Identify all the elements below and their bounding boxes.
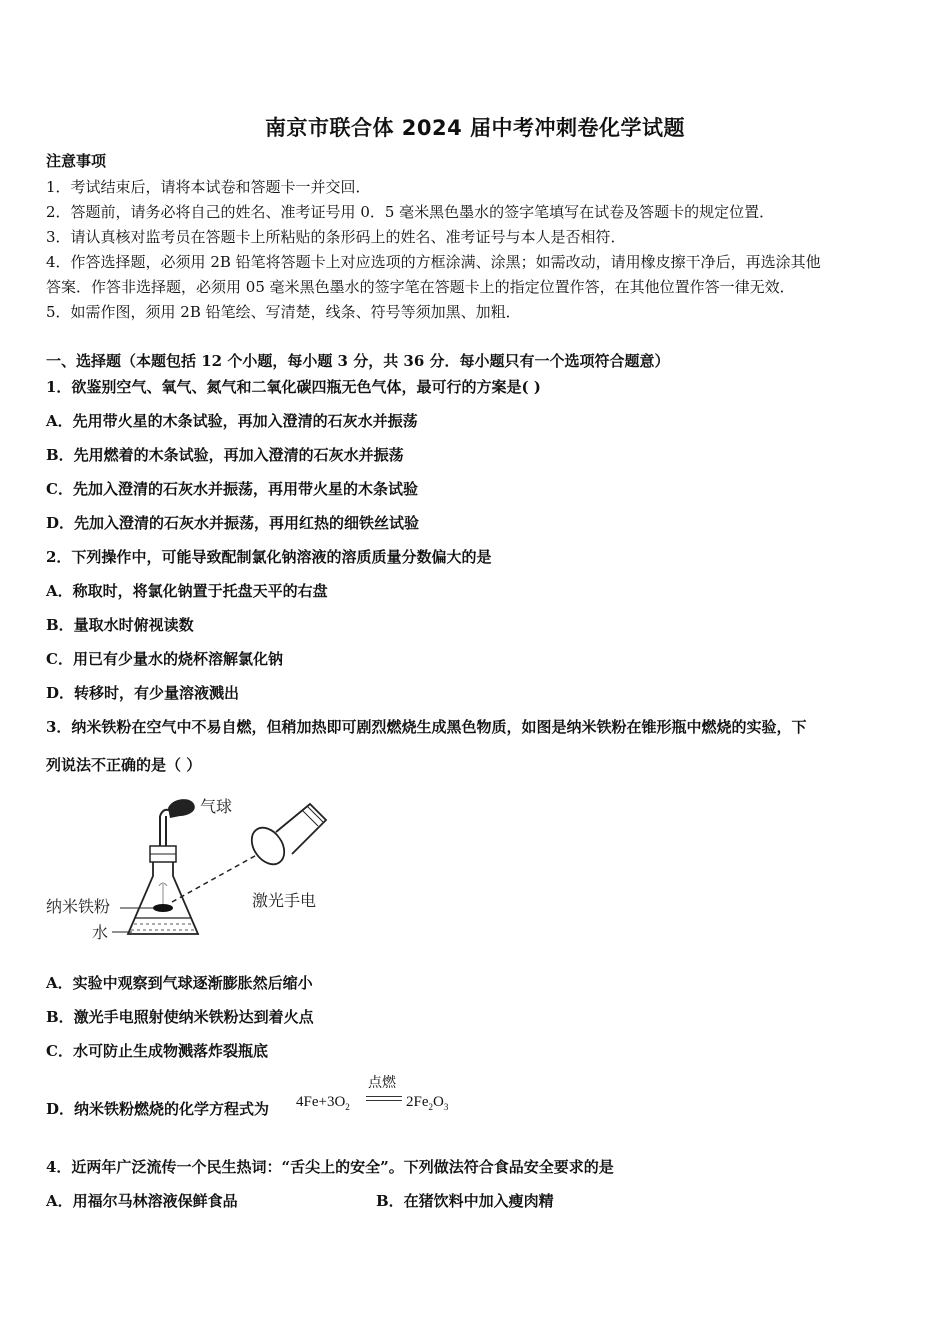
question-3-option-b: B．激光手电照射使纳米铁粉达到着火点 [46, 1008, 314, 1026]
question-2-stem: 2．下列操作中，可能导致配制氯化钠溶液的溶质质量分数偏大的是 [46, 548, 492, 566]
question-2-option-b: B．量取水时俯视读数 [46, 616, 194, 634]
balloon-shape [168, 799, 195, 818]
iron-powder [153, 904, 173, 912]
question-4-option-a: A．用福尔马林溶液保鲜食品 [46, 1192, 238, 1210]
question-2-option-a: A．称取时，将氯化钠置于托盘天平的右盘 [46, 582, 328, 600]
question-4-option-b: B．在猪饮料中加入瘦肉精 [376, 1192, 554, 1210]
page-title: 南京市联合体 2024 届中考冲刺卷化学试题 [264, 116, 686, 140]
section-heading: 一、选择题（本题包括 12 个小题，每小题 3 分，共 36 分．每小题只有一个选项符合题意） [46, 352, 670, 370]
notice-item: 答案．作答非选择题，必须用 05 毫米黑色墨水的签字笔在答题卡上的指定位置作答，在其他位置作答一律无效． [46, 278, 795, 296]
equation-reactants: $4Fe+3O_2$ [296, 1094, 350, 1112]
question-1-option-c: C．先加入澄清的石灰水并振荡，再用带火星的木条试验 [46, 480, 418, 498]
equation-condition: 点燃 [368, 1075, 396, 1091]
question-3-option-a: A．实验中观察到气球逐渐膨胀然后缩小 [46, 974, 313, 992]
question-3-option-d: D．纳米铁粉燃烧的化学方程式为 [46, 1100, 270, 1118]
question-3-stem-line2: 列说法不正确的是（ ） [46, 756, 202, 774]
notice-item: 1．考试结束后，请将本试卷和答题卡一并交回． [46, 178, 371, 196]
question-2-option-d: D．转移时，有少量溶液溅出 [46, 684, 240, 702]
notice-heading: 注意事项 [46, 152, 107, 170]
question-4-stem: 4．近两年广泛流传一个民生热词：“舌尖上的安全”。下列做法符合食品安全要求的是 [46, 1158, 614, 1176]
question-2-option-c: C．用已有少量水的烧杯溶解氯化钠 [46, 650, 283, 668]
equation-product: $2Fe_2O_3$ [406, 1094, 449, 1112]
notice-item: 5．如需作图，须用 2B 铅笔绘、写清楚，线条、符号等须加黑、加粗． [46, 303, 521, 321]
notice-item: 4．作答选择题，必须用 2B 铅笔将答题卡上对应选项的方框涂满、涂黑；如需改动，请用橡皮擦干净后，再选涂其他 [46, 253, 821, 271]
equation-equals-bar [366, 1100, 402, 1101]
equation-equals-bar [366, 1096, 402, 1097]
question-1-option-d: D．先加入澄清的石灰水并振荡，再用红热的细铁丝试验 [46, 514, 420, 532]
question-3-option-c: C．水可防止生成物溅落炸裂瓶底 [46, 1042, 268, 1060]
question-1-stem: 1．欲鉴别空气、氧气、氮气和二氧化碳四瓶无色气体，最可行的方案是( ) [46, 378, 541, 396]
question-1-option-b: B．先用燃着的木条试验，再加入澄清的石灰水并振荡 [46, 446, 404, 464]
question-3-stem-line1: 3．纳米铁粉在空气中不易自燃，但稍加热即可剧烈燃烧生成黑色物质，如图是纳米铁粉在锥形瓶中燃烧的实验，下 [46, 718, 807, 736]
experiment-figure [40, 790, 340, 950]
question-1-option-a: A．先用带火星的木条试验，再加入澄清的石灰水并振荡 [46, 412, 418, 430]
label-iron-powder: 纳米铁粉 [46, 897, 111, 916]
label-balloon: 气球 [200, 797, 233, 816]
notice-item: 2．答题前，请务必将自己的姓名、准考证号用 0．5 毫米黑色墨水的签字笔填写在试卷及答题卡的规定位置． [46, 203, 775, 221]
chemical-equation [296, 1072, 476, 1116]
label-flashlight: 激光手电 [252, 891, 317, 910]
label-water: 水 [92, 923, 109, 942]
laser-beam [172, 852, 262, 902]
notice-item: 3．请认真核对监考员在答题卡上所粘贴的条形码上的姓名、准考证号与本人是否相符． [46, 228, 626, 246]
